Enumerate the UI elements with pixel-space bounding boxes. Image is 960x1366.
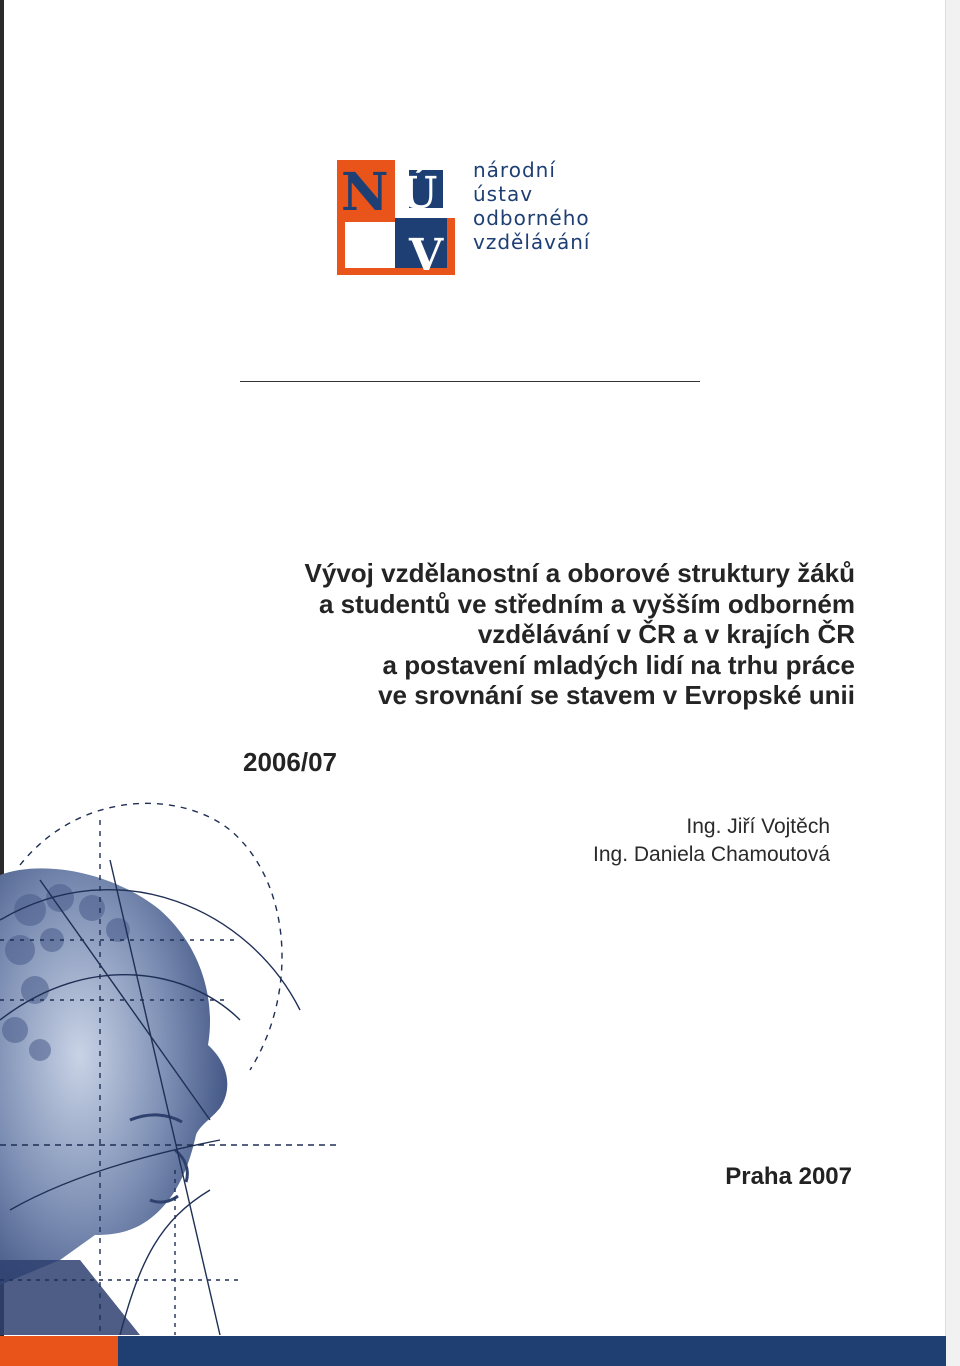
footer-accent-orange (0, 1336, 118, 1366)
nuov-logo (337, 160, 455, 275)
document-title (200, 558, 855, 711)
logo-wordmark (473, 158, 590, 254)
page-right-edge (945, 0, 960, 1366)
logo-line-2: ústav (473, 182, 534, 206)
header-divider (240, 381, 700, 382)
logo-line-3: odborného (473, 206, 590, 230)
school-year: 2006/07 (243, 747, 337, 777)
footer-bar-blue (118, 1336, 946, 1366)
logo-line-1: národní (473, 158, 556, 182)
logo-line-4: vzdělávání (473, 230, 591, 254)
author-name: Ing. Jiří Vojtěch (686, 815, 830, 838)
author-name: Ing. Daniela Chamoutová (593, 843, 830, 866)
logo-letter-n: N (341, 162, 389, 223)
classical-head-illustration (0, 790, 345, 1335)
title-line: vzdělávání v ČR a v krajích ČR (477, 619, 855, 649)
logo-letter-u: Ú (399, 168, 438, 219)
authors (520, 813, 830, 869)
place-and-year: Praha 2007 (725, 1163, 852, 1190)
logo-letter-v: V (409, 230, 444, 275)
title-line: a postavení mladých lidí na trhu práce (382, 649, 855, 680)
title-line: a studentů ve středním a vyšším odborném (318, 588, 855, 619)
title-line: ve srovnání se stavem v Evropské unii (378, 680, 855, 710)
title-line: Vývoj vzdělanostní a oborové struktury žáků (304, 558, 855, 588)
